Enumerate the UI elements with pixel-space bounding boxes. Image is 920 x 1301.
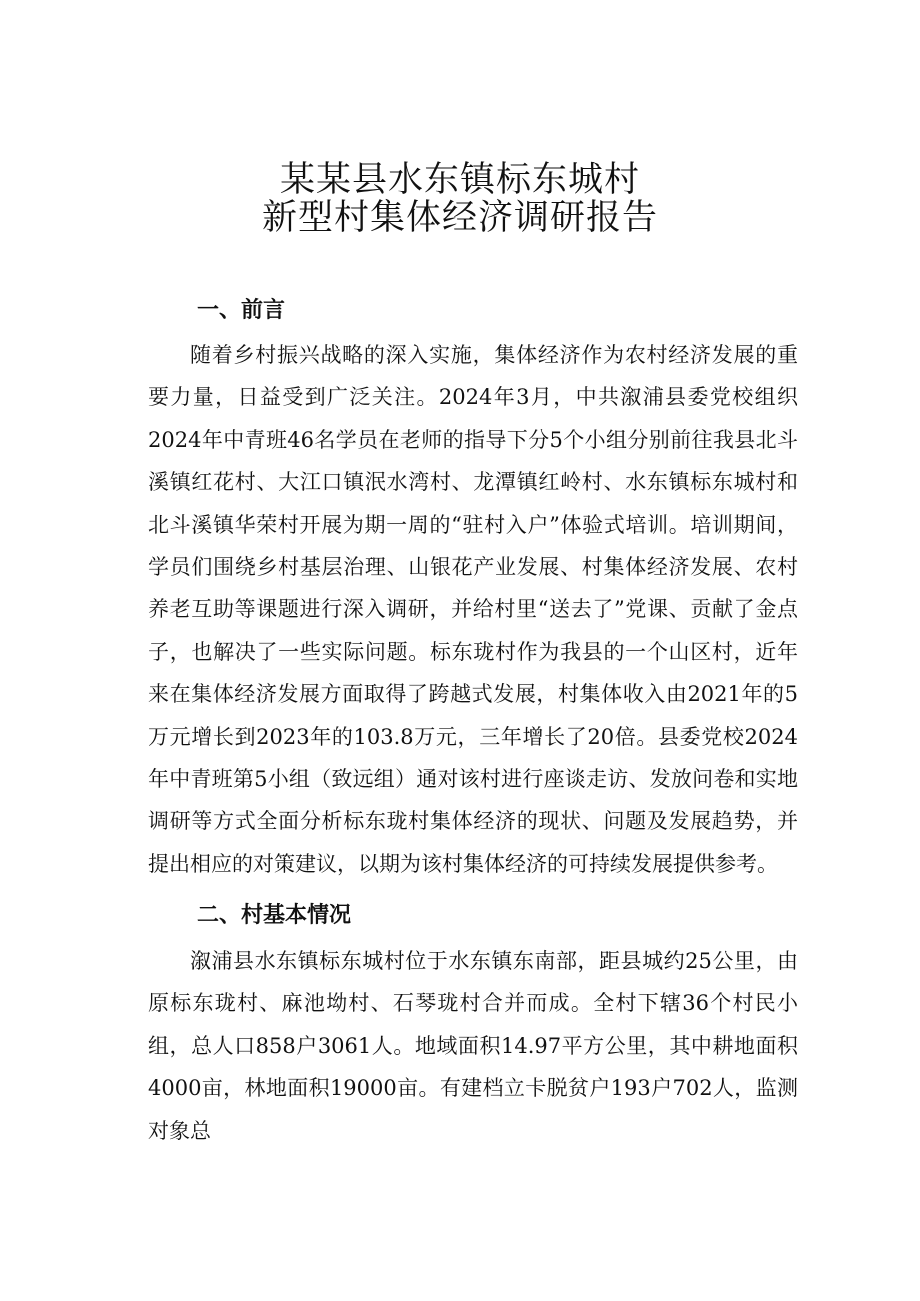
document-title-line-2: 新型村集体经济调研报告: [261, 198, 658, 238]
section-paragraph-village-overview: 溆浦县水东镇标东城村位于水东镇东南部，距县城约25公里，由原标东珑村、麻池坳村、石琴珑村合并而成。全村下辖36个村民小组，总人口858户3061人。地域面积14.97平方公里，其中耕地面积4000亩，林地面积19000亩。有建档立卡脱贫户193户702人，监测对象总: [148, 949, 798, 1143]
section-heading-village-overview: 二、村基本情况: [197, 903, 352, 928]
section-heading-preface: 一、前言: [197, 298, 286, 323]
document-title-line-1: 某某县水东镇标东城村: [279, 160, 640, 200]
section-paragraph-preface: 随着乡村振兴战略的深入实施，集体经济作为农村经济发展的重要力量，日益受到广泛关注。2024年3月，中共溆浦县委党校组织2024年中青班46名学员在老师的指导下分5个小组分别前往我县北斗溪镇红花村、大江口镇泯水湾村、龙潭镇红岭村、水东镇标东城村和北斗溪镇华荣村开展为期一周的“驻村入户”体验式培训。培训期间，学员们围绕乡村基层治理、山银花产业发展、村集体经济发展、农村养老互助等课题进行深入调研，并给村里“送去了”党课、贡献了金点子，也解决了一些实际问题。标东珑村作为我县的一个山区村，近年来在集体经济发展方面取得了跨越式发展，村集体收入由2021年的5万元增长到2023年的103.8万元，三年增长了20倍。县委党校2024年中青班第5小组（致远组）通对该村进行座谈走访、发放问卷和实地调研等方式全面分析标东珑村集体经济的现状、问题及发展趋势，并提出相应的对策建议，以期为该村集体经济的可持续发展提供参考。: [148, 343, 798, 876]
